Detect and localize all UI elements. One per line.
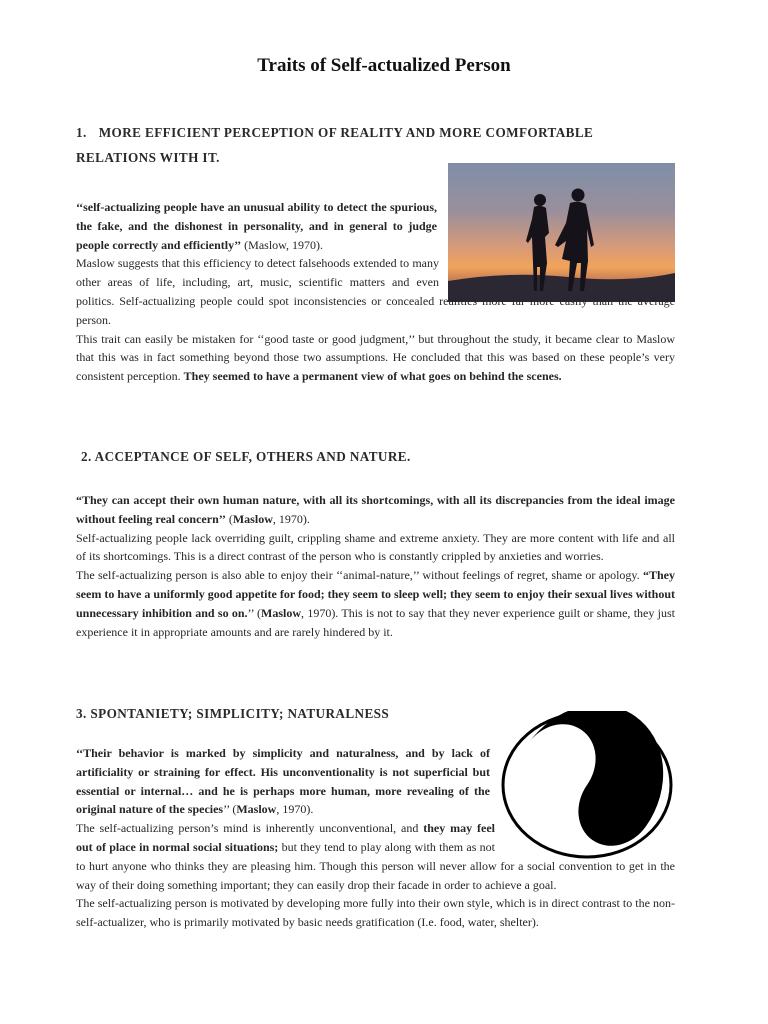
section-3-quote: ‘‘Their behavior is marked by simplicity and naturalness, and by lack of artificiality or straining for effect. His unconventionality is not superficial but essential or internal… and he is perhaps more human, more revealing of the original nature of the species	[76, 746, 490, 817]
section-1-heading-line1: MORE EFFICIENT PERCEPTION OF REALITY AND MORE COMFORTABLE	[98, 125, 594, 140]
section-2-paragraph-2-emphasis: “They seem to have a uniformly good appetite for food; they seem to sleep well; they seem to enjoy their sexual lives without unnecessary inhibition and so on.	[76, 568, 675, 620]
section-1-body	[76, 198, 675, 386]
section-1-number: 1.	[76, 125, 87, 140]
section-1-quote-cite: (Maslow, 1970).	[241, 237, 324, 252]
section-1-quote: ‘‘self-actualizing people have an unusual ability to detect the spurious, the fake, and the dishonest in personality, and in general to judge people correctly and efficiently’’	[76, 200, 437, 252]
section-3-paragraph-1	[76, 819, 675, 894]
section-1-quote-paragraph	[76, 198, 437, 254]
section-2-paragraph-2-tail: , 1970). This is not to say that they never experience guilt or shame, they just experience it in appropriate amounts and are rarely hindered by it.	[76, 605, 675, 639]
section-2-quote-paragraph	[76, 491, 675, 529]
section-3-cite-open: ’’ (	[223, 802, 237, 817]
section-1-paragraph-1-text: Maslow suggests that this efficiency to detect falsehoods extended to many other areas of life, including, art, music, scientific matters and even politics. Self-actualizing people could spot inconsistencies or concealed realities more far more easily than the average person.	[76, 256, 675, 327]
section-2-body	[76, 491, 675, 641]
section-1-paragraph-2-emphasis: They seemed to have a permanent view of what goes on behind the scenes.	[183, 369, 562, 384]
section-2-paragraph-2	[76, 566, 675, 641]
section-3-paragraph-1-emphasis: they may feel out of place in normal social situations;	[76, 821, 495, 854]
section-3-cite-year: , 1970).	[276, 802, 314, 817]
section-3-body	[76, 744, 675, 932]
section-3-quote-paragraph	[76, 744, 490, 819]
section-1-paragraph-2	[76, 330, 675, 386]
photo-wrap-spacer	[439, 254, 675, 280]
section-2-cite-year: , 1970).	[272, 511, 310, 526]
section-2-quote: “They can accept their own human nature, with all its shortcomings, with all its discrepancies from the ideal image without feeling real concern’’	[76, 493, 675, 526]
section-1-paragraph-1	[76, 254, 675, 329]
yinyang-wrap-spacer	[495, 819, 675, 855]
section-3-paragraph-1-tail: but they tend to play along with them as not to hurt anyone who thinks they are pleasing him. Though this person will never allow for a social convention to get in the way of their doing something important; they can easily drop their facade in order to achieve a goal.	[76, 839, 675, 892]
section-2-heading: 2. ACCEPTANCE OF SELF, OTHERS AND NATURE.	[81, 449, 411, 464]
section-3-paragraph-2: The self-actualizing person is motivated by developing more fully into their own style, which is in direct contrast to the non-self-actualizer, who is primarily motivated by basic needs gratification (I.e. food, water, shelter).	[76, 896, 675, 930]
section-2-paragraph-2-text: The self-actualizing person is also able to enjoy their ‘‘animal-nature,’’ without feelings of regret, shame or apology.	[76, 568, 643, 583]
section-2-cite-open: (	[225, 511, 233, 526]
section-3-cite-author: Maslow	[236, 802, 277, 817]
section-3-paragraph-1-text: The self-actualizing person’s mind is inherently unconventional, and	[76, 821, 424, 836]
section-1-paragraph-2-text: This trait can easily be mistaken for ‘‘good taste or good judgment,’’ but throughout the study, it became clear to Maslow that this was in fact something beyond those two assumptions. He concluded that this was based on these people’s very consistent perception.	[76, 331, 675, 384]
section-2-paragraph-2-cite-author: Maslow	[261, 605, 302, 620]
section-2-paragraph-1: Self-actualizing people lack overriding guilt, crippling shame and extreme anxiety. They are more content with life and all of its shortcomings. This is a direct contrast of the person who is constantly crippled by anxieties and worries.	[76, 530, 675, 564]
section-2-cite-author: Maslow	[232, 511, 273, 526]
page-title: Traits of Self-actualized Person	[257, 55, 511, 76]
section-2-paragraph-2-cite-open: ’’ (	[247, 605, 262, 620]
section-1-heading-line2: RELATIONS WITH IT.	[76, 150, 220, 165]
section-3-heading: 3. SPONTANIETY; SIMPLICITY; NATURALNESS	[76, 706, 390, 721]
